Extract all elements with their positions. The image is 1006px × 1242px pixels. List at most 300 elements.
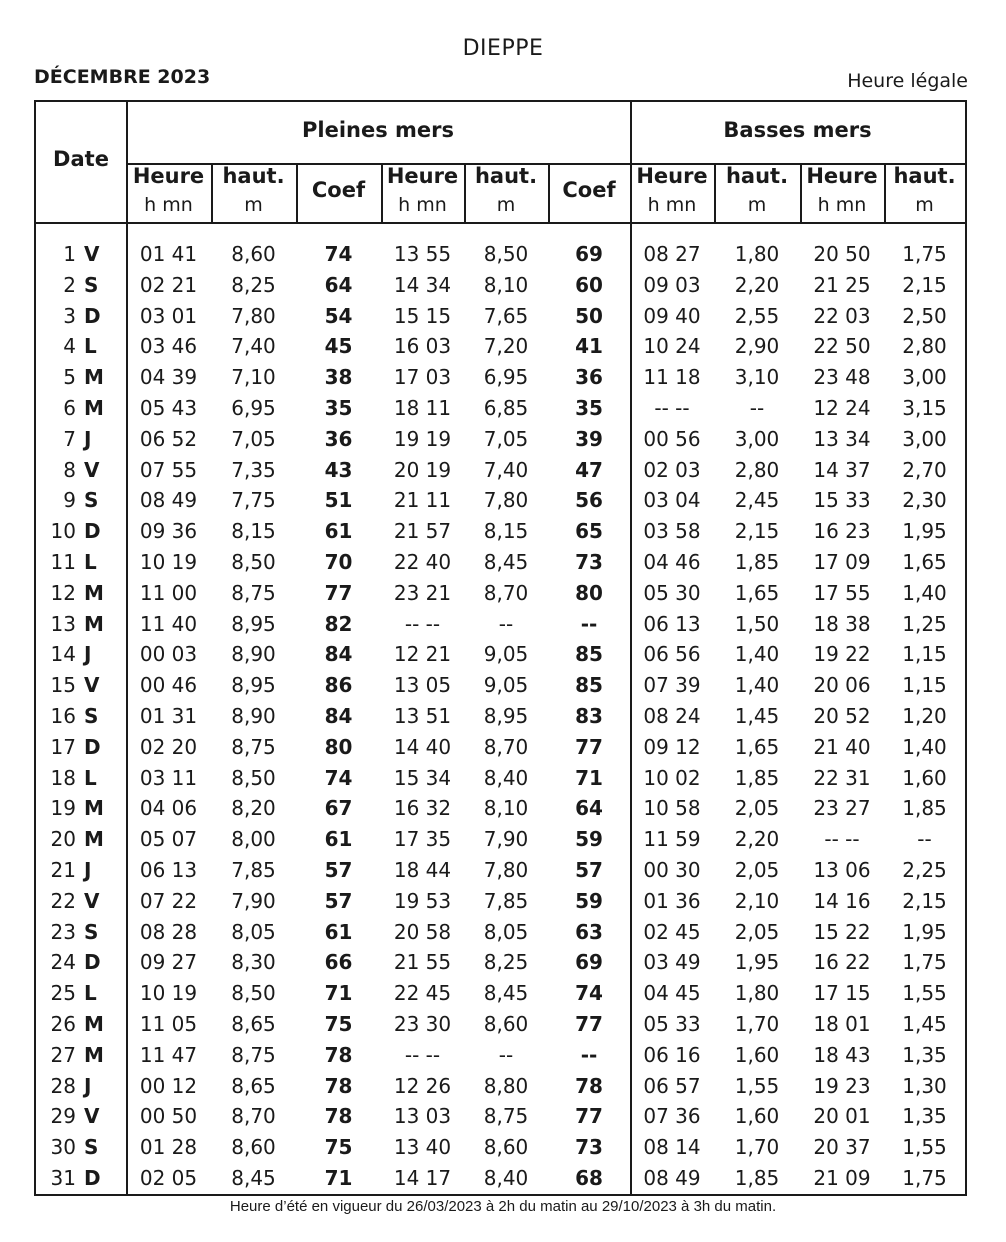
- pm1-time: 11 40: [139, 611, 198, 636]
- day-number: 30: [50, 1135, 76, 1160]
- bm2-time: 19 22: [813, 642, 871, 667]
- pm2-coef: 78: [575, 1073, 603, 1098]
- col-heure-header: Heure: [386, 164, 459, 188]
- table-row: [36, 393, 965, 424]
- day-number: 18: [50, 765, 76, 790]
- bm2-time: 22 50: [813, 334, 871, 359]
- pm1-height: 8,90: [231, 642, 276, 667]
- pm1-coef: 84: [324, 704, 353, 728]
- bm1-time: 07 39: [643, 673, 701, 698]
- weekday-letter: M: [84, 396, 104, 420]
- day-number: 14: [50, 642, 76, 667]
- day-number: 6: [63, 396, 76, 420]
- day-number: 29: [50, 1104, 76, 1129]
- bm2-time: 15 33: [813, 488, 871, 513]
- pm2-coef: 77: [575, 1012, 603, 1036]
- bm1-height: 2,20: [734, 827, 780, 852]
- pm2-time: -- --: [404, 1042, 441, 1067]
- pm1-height: 8,05: [231, 919, 276, 944]
- table-row: [36, 1101, 965, 1132]
- pm2-time: 14 17: [393, 1166, 452, 1190]
- day-number: 2: [63, 272, 76, 297]
- pm2-time: 18 11: [393, 396, 452, 420]
- bm2-height: 1,75: [902, 1166, 947, 1190]
- pm1-time: 01 28: [139, 1135, 198, 1160]
- pm1-time: 08 49: [139, 488, 198, 513]
- pm1-coef: 75: [324, 1135, 353, 1160]
- pm2-height: 8,25: [483, 950, 529, 975]
- bm2-time: 18 01: [813, 1012, 871, 1036]
- pm1-height: 8,20: [231, 796, 276, 821]
- pm1-coef: 80: [324, 734, 353, 759]
- pm1-time: 09 36: [139, 519, 198, 544]
- bm1-height: 1,85: [734, 550, 780, 574]
- weekday-letter: M: [84, 365, 104, 390]
- pm2-coef: 68: [575, 1166, 603, 1190]
- pm1-time: 01 31: [139, 704, 198, 728]
- pm2-time: 16 32: [393, 796, 452, 821]
- day-number: 7: [63, 426, 76, 451]
- pm2-coef: 60: [575, 272, 603, 297]
- weekday-letter: J: [84, 858, 92, 882]
- table-row: [36, 485, 965, 516]
- pm1-coef: 78: [324, 1042, 353, 1067]
- bm2-height: 1,60: [902, 765, 947, 790]
- day-number: 17: [50, 734, 76, 759]
- col-haut-header: haut.: [725, 164, 789, 188]
- bm2-time: 17 15: [813, 981, 871, 1006]
- bm2-height: 2,50: [902, 303, 947, 328]
- bm1-time: 06 57: [643, 1073, 701, 1098]
- bm2-height: 2,25: [902, 858, 947, 882]
- bm2-height: 1,45: [902, 1012, 947, 1036]
- bm1-time: 07 36: [643, 1104, 701, 1129]
- pm1-time: 02 20: [139, 734, 198, 759]
- bm1-time: 08 49: [643, 1166, 701, 1190]
- pm2-coef: 73: [575, 550, 603, 574]
- pm1-height: 8,45: [231, 1166, 276, 1190]
- bm2-time: 22 03: [813, 303, 871, 328]
- bm1-time: 10 24: [643, 334, 701, 359]
- bm1-height: 2,05: [734, 796, 780, 821]
- pm2-height: 7,90: [483, 827, 529, 852]
- col-heure-unit: h mn: [398, 194, 447, 216]
- bm1-height: 1,80: [734, 981, 780, 1006]
- pm1-coef: 71: [324, 1166, 353, 1190]
- col-coef-header: Coef: [311, 178, 366, 202]
- pm2-time: 23 21: [393, 580, 452, 605]
- col-heure-header: Heure: [132, 164, 205, 188]
- bm1-height: 1,85: [734, 1166, 780, 1190]
- pm2-time: 21 55: [393, 950, 452, 975]
- pm1-height: 8,60: [231, 1135, 276, 1160]
- col-haut-header: haut.: [222, 164, 285, 188]
- table-row: [36, 1071, 965, 1102]
- day-number: 12: [50, 580, 76, 605]
- weekday-letter: S: [84, 488, 99, 513]
- pm1-height: 8,75: [231, 580, 276, 605]
- pm1-time: 10 19: [139, 550, 198, 574]
- bm2-height: 1,35: [902, 1042, 947, 1067]
- bm1-height: 1,60: [734, 1104, 780, 1129]
- pm2-coef: 80: [575, 580, 603, 605]
- weekday-letter: L: [84, 981, 97, 1006]
- pm2-time: 13 03: [393, 1104, 452, 1129]
- bm1-time: 06 13: [643, 611, 701, 636]
- bm2-height: 1,20: [902, 704, 947, 728]
- pm2-height: 8,70: [483, 580, 529, 605]
- bm2-height: 1,95: [902, 919, 947, 944]
- pm2-time: 20 19: [393, 457, 452, 482]
- pm2-coef: 47: [575, 457, 603, 482]
- pm2-coef: 41: [575, 334, 603, 359]
- bm1-height: 1,40: [734, 642, 780, 667]
- pm2-time: 12 26: [393, 1073, 452, 1098]
- day-number: 21: [50, 858, 76, 882]
- bm2-height: 2,80: [902, 334, 947, 359]
- bm2-time: 20 52: [813, 704, 871, 728]
- table-row: [36, 239, 965, 270]
- bm2-height: 1,95: [902, 519, 947, 544]
- bm2-height: 3,00: [902, 365, 947, 390]
- weekday-letter: L: [84, 765, 97, 790]
- pm2-time: 22 40: [393, 550, 452, 574]
- col-haut-unit: m: [915, 194, 934, 216]
- pm2-time: 23 30: [393, 1012, 452, 1036]
- pm1-time: 02 21: [139, 272, 198, 297]
- pm2-time: 20 58: [393, 919, 452, 944]
- weekday-letter: V: [84, 242, 100, 266]
- table-row: [36, 763, 965, 794]
- col-heure-unit: h mn: [817, 194, 867, 216]
- pm2-coef: 56: [575, 488, 603, 513]
- pm2-height: 9,05: [483, 642, 529, 667]
- weekday-letter: M: [84, 611, 104, 636]
- pm2-time: 21 11: [393, 488, 452, 513]
- bm2-time: 21 09: [813, 1166, 871, 1190]
- table-row: [36, 609, 965, 640]
- pm2-time: 15 34: [393, 765, 452, 790]
- pm2-coef: 77: [575, 1104, 603, 1129]
- pm2-coef: 59: [575, 888, 603, 913]
- pm2-time: 16 03: [393, 334, 452, 359]
- day-number: 19: [50, 796, 76, 821]
- bm1-time: 11 59: [643, 827, 701, 852]
- day-number: 24: [50, 950, 76, 975]
- date-header: Date: [53, 147, 109, 171]
- bm1-time: 09 12: [643, 734, 701, 759]
- tide-table: [34, 100, 967, 1196]
- divider: [36, 222, 965, 224]
- bm2-time: -- --: [824, 827, 860, 852]
- pm2-height: 7,65: [483, 303, 529, 328]
- pm2-coef: 69: [575, 950, 603, 975]
- pm1-height: 8,95: [231, 611, 276, 636]
- weekday-letter: M: [84, 827, 104, 852]
- pm1-coef: 75: [324, 1012, 353, 1036]
- weekday-letter: V: [84, 457, 100, 482]
- pm1-time: 07 55: [139, 457, 198, 482]
- pm2-height: 8,80: [483, 1073, 529, 1098]
- bm1-time: 04 45: [643, 981, 701, 1006]
- bm2-time: 21 25: [813, 272, 871, 297]
- pm1-height: 8,00: [231, 827, 276, 852]
- bm1-time: 02 45: [643, 919, 701, 944]
- weekday-letter: L: [84, 550, 97, 574]
- pm2-height: 8,50: [483, 242, 529, 266]
- day-number: 28: [50, 1073, 76, 1098]
- bm2-time: 16 22: [813, 950, 871, 975]
- pm2-time: 21 57: [393, 519, 452, 544]
- pm1-time: 03 46: [139, 334, 198, 359]
- pm2-time: 12 21: [393, 642, 452, 667]
- pm2-height: 7,05: [483, 426, 529, 451]
- bm2-time: 20 50: [813, 242, 871, 266]
- table-row: [36, 331, 965, 362]
- bm1-height: 1,85: [734, 765, 780, 790]
- bm1-height: 2,45: [734, 488, 780, 513]
- day-number: 9: [63, 488, 76, 513]
- pm2-height: 8,05: [483, 919, 529, 944]
- bm2-time: 20 37: [813, 1135, 871, 1160]
- bm1-time: 09 40: [643, 303, 701, 328]
- bm2-time: 20 01: [813, 1104, 871, 1129]
- bm2-height: 1,25: [902, 611, 947, 636]
- bm1-height: 2,90: [734, 334, 780, 359]
- bm1-height: 1,40: [734, 673, 780, 698]
- bm1-time: 08 27: [643, 242, 701, 266]
- bm2-time: 23 27: [813, 796, 871, 821]
- day-number: 31: [50, 1166, 76, 1190]
- day-number: 11: [50, 550, 76, 574]
- pm2-height: 7,40: [483, 457, 529, 482]
- pm1-time: 04 39: [139, 365, 198, 390]
- pm2-coef: 71: [575, 765, 603, 790]
- col-heure-unit: h mn: [647, 194, 697, 216]
- bm2-time: 21 40: [813, 734, 871, 759]
- pm1-height: 7,75: [231, 488, 276, 513]
- pm2-coef: 77: [575, 734, 603, 759]
- col-haut-header: haut.: [474, 164, 538, 188]
- pm2-time: 13 51: [393, 704, 452, 728]
- weekday-letter: J: [84, 1073, 92, 1098]
- pm2-coef: 85: [575, 642, 603, 667]
- pm1-height: 8,65: [231, 1012, 276, 1036]
- col-heure-unit: h mn: [144, 194, 193, 216]
- bm1-time: 02 03: [643, 457, 701, 482]
- bm2-height: 1,65: [902, 550, 947, 574]
- col-haut-header: haut.: [893, 164, 956, 188]
- pm2-coef: 64: [575, 796, 603, 821]
- city-title: DIEPPE: [462, 36, 544, 61]
- pm2-time: 17 35: [393, 827, 452, 852]
- pm1-height: 8,70: [231, 1104, 276, 1129]
- bm1-height: --: [749, 396, 765, 420]
- bm1-height: 2,15: [734, 519, 780, 544]
- weekday-letter: D: [84, 303, 101, 328]
- pm2-coef: 73: [575, 1135, 603, 1160]
- bm1-height: 1,55: [734, 1073, 780, 1098]
- pm2-coef: 50: [575, 303, 603, 328]
- pm2-time: 15 15: [393, 303, 452, 328]
- pm1-height: 8,50: [231, 765, 276, 790]
- bm1-height: 2,10: [734, 888, 780, 913]
- high-tides-header: Pleines mers: [301, 118, 454, 142]
- bm1-time: 03 58: [643, 519, 701, 544]
- pm2-coef: 36: [575, 365, 603, 390]
- day-number: 13: [50, 611, 76, 636]
- bm1-time: 10 58: [643, 796, 701, 821]
- table-row: [36, 855, 965, 886]
- weekday-letter: V: [84, 673, 100, 698]
- pm1-coef: 45: [324, 334, 353, 359]
- day-number: 20: [50, 827, 76, 852]
- pm1-time: 11 05: [139, 1012, 198, 1036]
- bm1-time: 03 49: [643, 950, 701, 975]
- weekday-letter: M: [84, 796, 104, 821]
- bm1-time: 05 30: [643, 580, 701, 605]
- pm2-coef: 57: [575, 858, 603, 882]
- pm2-height: 8,45: [483, 981, 529, 1006]
- pm1-coef: 74: [324, 765, 353, 790]
- pm1-time: 00 12: [139, 1073, 198, 1098]
- pm1-coef: 51: [324, 488, 353, 513]
- pm1-height: 8,25: [231, 272, 276, 297]
- pm1-coef: 57: [324, 858, 353, 882]
- pm2-time: 17 03: [393, 365, 452, 390]
- time-mode-label: Heure légale: [847, 70, 968, 92]
- bm1-height: 1,65: [734, 734, 780, 759]
- weekday-letter: S: [84, 704, 99, 728]
- bm1-time: -- --: [654, 396, 690, 420]
- pm1-time: 08 28: [139, 919, 198, 944]
- pm1-coef: 84: [324, 642, 353, 667]
- weekday-letter: M: [84, 1042, 104, 1067]
- pm1-coef: 64: [324, 272, 353, 297]
- pm2-coef: 63: [575, 919, 603, 944]
- col-heure-header: Heure: [806, 164, 878, 188]
- weekday-letter: M: [84, 580, 104, 605]
- day-number: 5: [63, 365, 76, 390]
- pm1-coef: 67: [324, 796, 353, 821]
- pm2-height: 8,15: [483, 519, 529, 544]
- bm2-time: 19 23: [813, 1073, 871, 1098]
- bm1-height: 1,50: [734, 611, 780, 636]
- table-row: [36, 732, 965, 763]
- pm2-height: 8,40: [483, 765, 529, 790]
- pm1-coef: 71: [324, 981, 353, 1006]
- pm2-time: 18 44: [393, 858, 452, 882]
- bm1-time: 00 56: [643, 426, 701, 451]
- bm1-height: 1,95: [734, 950, 780, 975]
- bm2-height: 1,75: [902, 950, 947, 975]
- pm1-height: 8,75: [231, 734, 276, 759]
- table-row: [36, 1040, 965, 1071]
- bm1-time: 10 02: [643, 765, 701, 790]
- bm2-time: 22 31: [813, 765, 871, 790]
- pm1-time: 04 06: [139, 796, 198, 821]
- bm1-height: 1,70: [734, 1135, 780, 1160]
- bm2-height: 2,15: [902, 888, 947, 913]
- bm2-height: 1,30: [902, 1073, 947, 1098]
- pm1-time: 00 46: [139, 673, 198, 698]
- pm1-coef: 57: [324, 888, 353, 913]
- bm2-height: 3,15: [902, 396, 947, 420]
- pm2-coef: --: [580, 1042, 598, 1067]
- col-coef-header: Coef: [562, 178, 616, 202]
- weekday-letter: D: [84, 734, 101, 759]
- pm1-time: 11 00: [139, 580, 198, 605]
- table-row: [36, 670, 965, 701]
- table-row: [36, 455, 965, 486]
- bm1-time: 04 46: [643, 550, 701, 574]
- pm2-coef: 39: [575, 426, 603, 451]
- bm1-time: 06 16: [643, 1042, 701, 1067]
- month-title: DÉCEMBRE 2023: [34, 66, 211, 88]
- pm2-height: 8,60: [483, 1135, 529, 1160]
- pm2-time: 13 40: [393, 1135, 452, 1160]
- pm2-height: 8,40: [483, 1166, 529, 1190]
- pm2-time: -- --: [404, 611, 441, 636]
- bm2-time: 16 23: [813, 519, 871, 544]
- bm2-time: 18 38: [813, 611, 871, 636]
- day-number: 3: [63, 303, 76, 328]
- pm1-time: 05 07: [139, 827, 198, 852]
- day-number: 16: [50, 704, 76, 728]
- table-row: [36, 1009, 965, 1040]
- pm1-height: 8,75: [231, 1042, 276, 1067]
- day-number: 10: [50, 519, 76, 544]
- pm2-height: 6,95: [483, 365, 529, 390]
- bm1-time: 06 56: [643, 642, 701, 667]
- pm2-height: 8,10: [483, 796, 529, 821]
- pm2-time: 13 05: [393, 673, 452, 698]
- pm1-coef: 66: [324, 950, 353, 975]
- pm2-height: 7,80: [483, 488, 529, 513]
- pm1-coef: 78: [324, 1104, 353, 1129]
- pm1-time: 02 05: [139, 1166, 198, 1190]
- table-row: [36, 886, 965, 917]
- footer-note: Heure d’été en vigueur du 26/03/2023 à 2h du matin au 29/10/2023 à 3h du matin.: [229, 1198, 777, 1215]
- pm1-height: 7,40: [231, 334, 276, 359]
- table-row: [36, 639, 965, 670]
- pm1-height: 7,80: [231, 303, 276, 328]
- bm2-time: 15 22: [813, 919, 871, 944]
- weekday-letter: V: [84, 888, 100, 913]
- table-row: [36, 301, 965, 332]
- pm2-height: 7,20: [483, 334, 529, 359]
- bm2-time: 18 43: [813, 1042, 871, 1067]
- pm2-height: 9,05: [483, 673, 529, 698]
- pm2-height: 6,85: [483, 396, 529, 420]
- table-row: [36, 917, 965, 948]
- bm1-time: 08 24: [643, 704, 701, 728]
- bm2-height: 1,35: [902, 1104, 947, 1129]
- table-row: [36, 1132, 965, 1163]
- day-number: 26: [50, 1012, 76, 1036]
- bm2-time: 13 34: [813, 426, 871, 451]
- day-number: 23: [50, 919, 76, 944]
- pm1-time: 01 41: [139, 242, 198, 266]
- pm2-coef: 65: [575, 519, 603, 544]
- weekday-letter: S: [84, 1135, 99, 1160]
- pm1-time: 11 47: [139, 1042, 198, 1067]
- bm1-time: 00 30: [643, 858, 701, 882]
- pm1-height: 8,50: [231, 981, 276, 1006]
- day-number: 4: [63, 334, 76, 359]
- bm1-time: 08 14: [643, 1135, 701, 1160]
- pm1-time: 06 52: [139, 426, 198, 451]
